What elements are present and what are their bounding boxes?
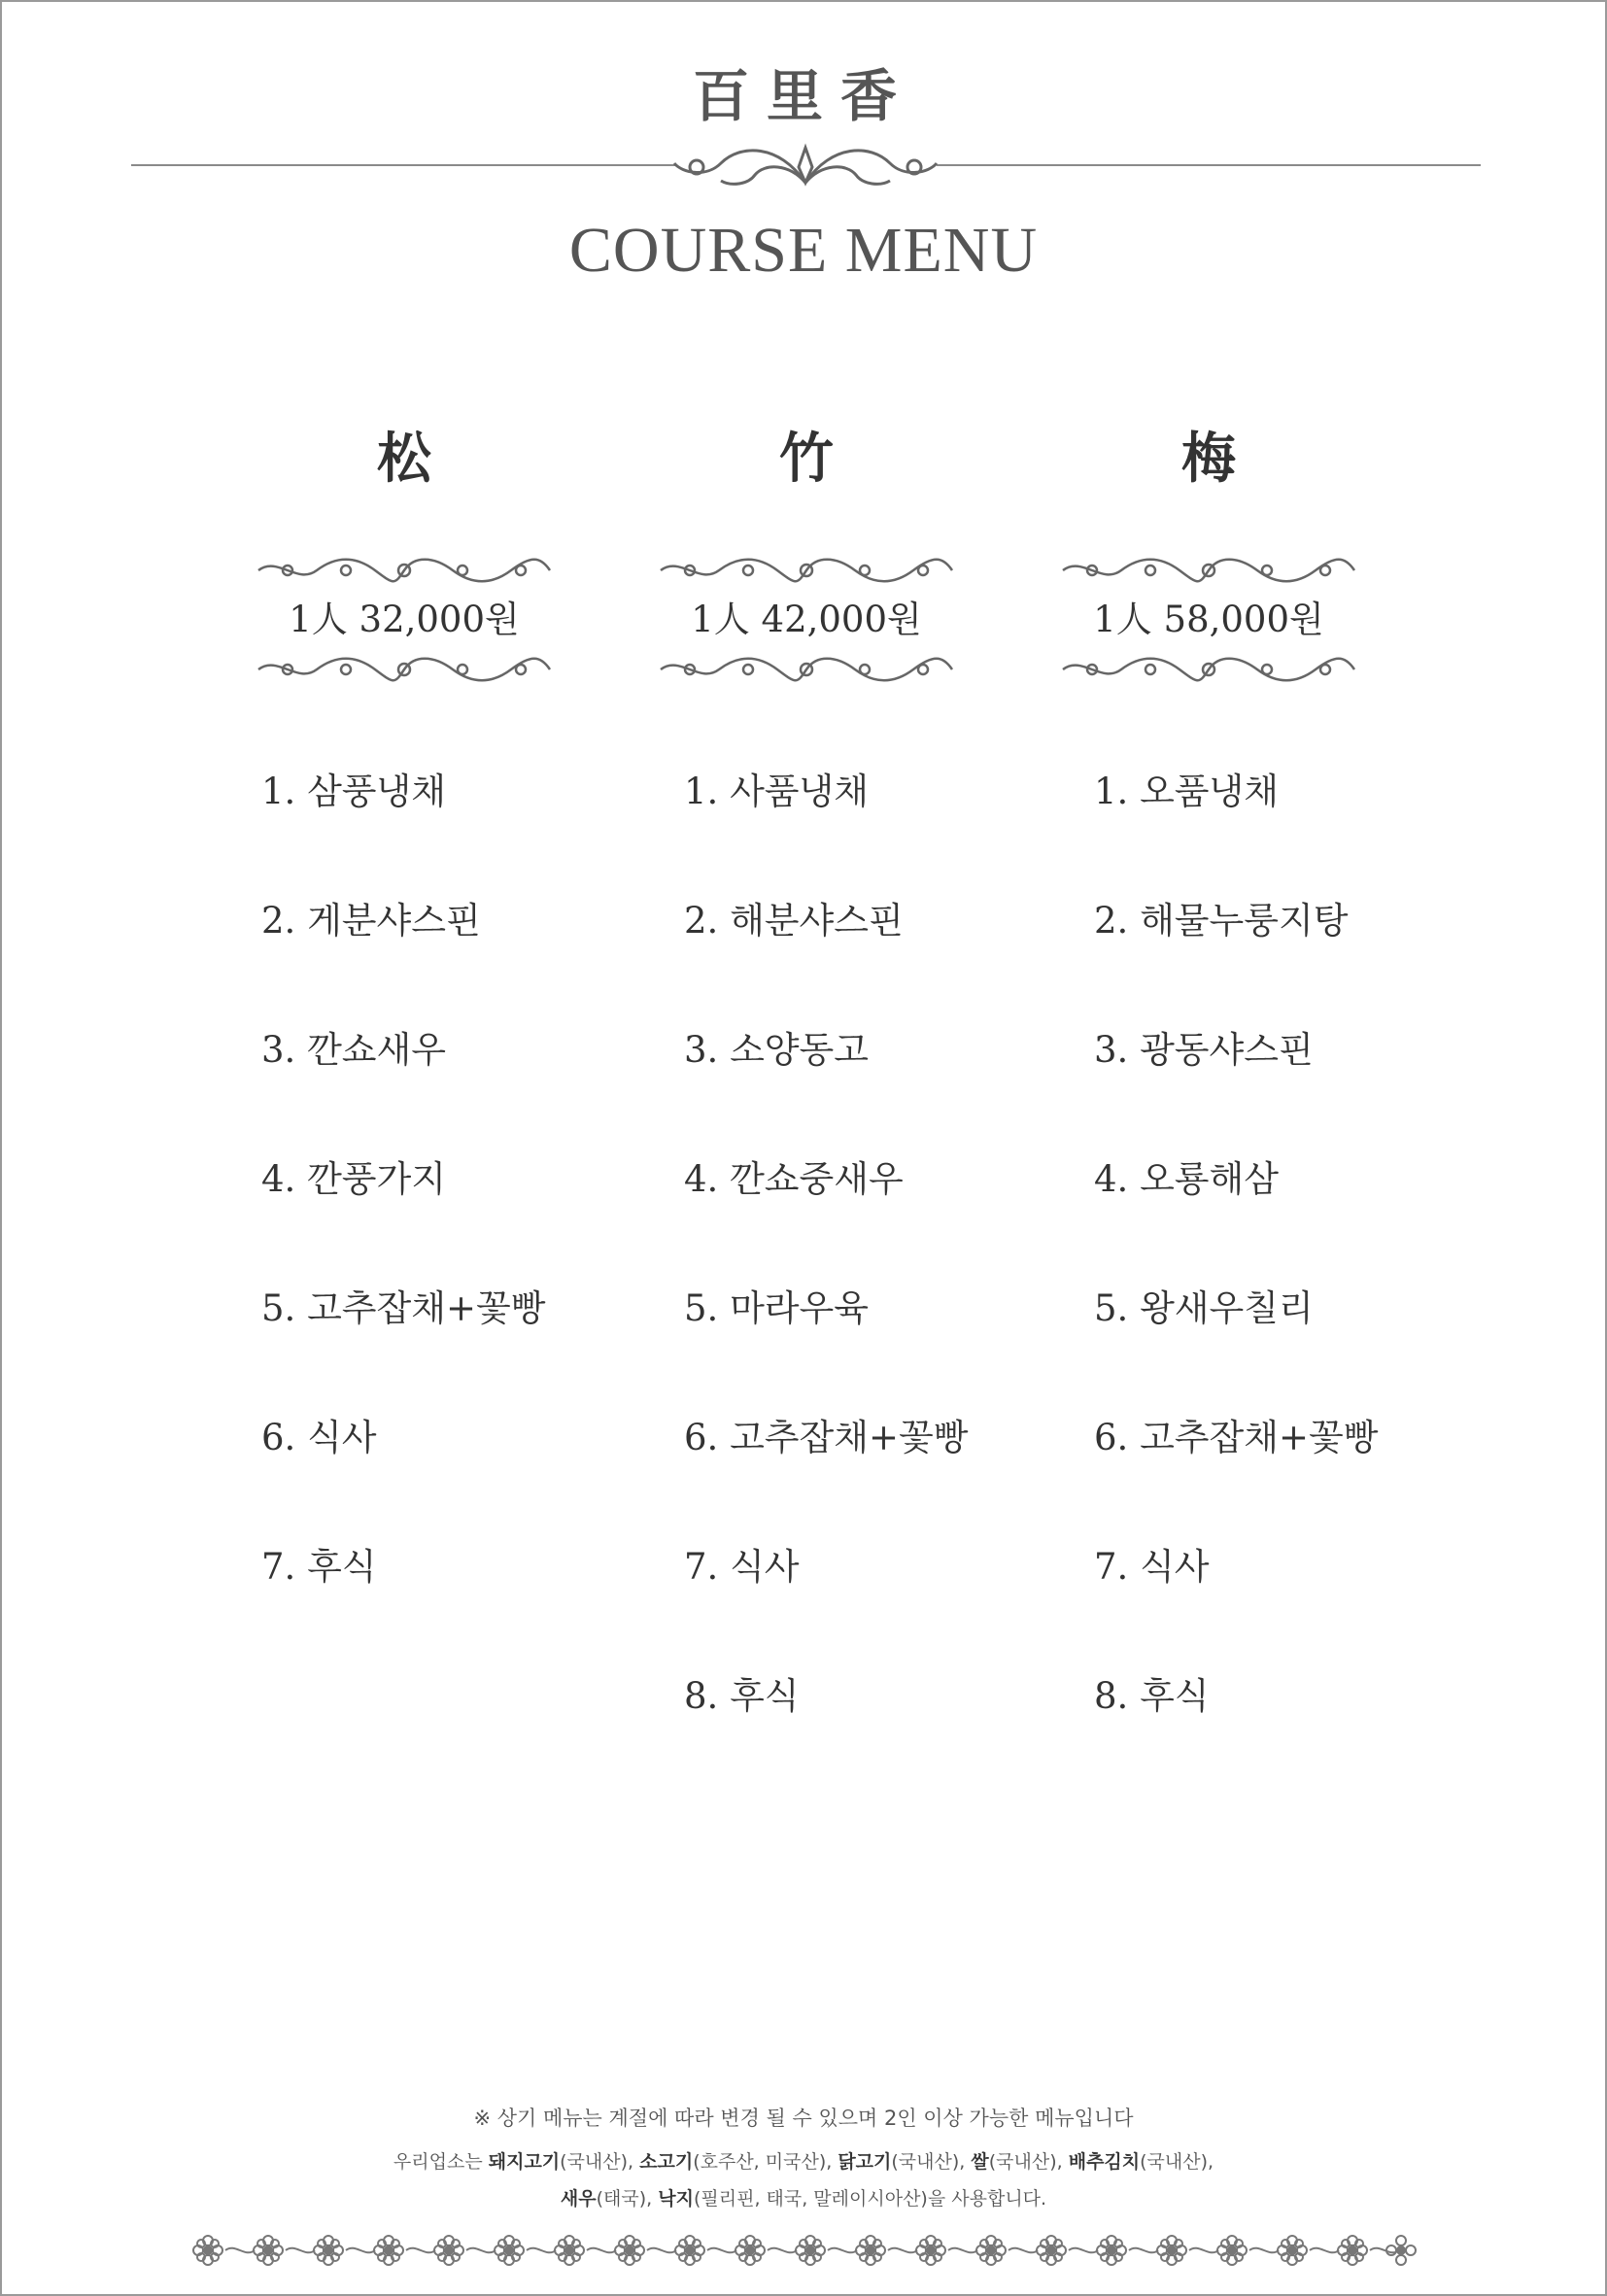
page-title: COURSE MENU — [568, 215, 1039, 286]
list-item: 8. 후식 — [684, 1675, 800, 1717]
scroll-ornament-icon — [1053, 653, 1364, 686]
course-name: 梅 — [1181, 427, 1236, 491]
origin-prefix: 우리업소는 — [393, 2151, 483, 2173]
origin-item: 소고기 — [639, 2151, 694, 2173]
list-item: 2. 게분샤스핀 — [261, 900, 481, 942]
list-item: 3. 소양동고 — [684, 1029, 870, 1071]
list-item: 6. 고추잡채+꽃빵 — [1094, 1417, 1379, 1458]
origin-country: (국내산), — [988, 2151, 1063, 2173]
origin-country: (국내산), — [891, 2151, 966, 2173]
course-price: 1人 42,000원 — [691, 599, 922, 640]
course-bamboo-items — [684, 760, 969, 1794]
scroll-ornament-icon — [651, 653, 962, 686]
course-pine — [229, 420, 579, 686]
list-item: 5. 고추잡채+꽃빵 — [261, 1287, 546, 1329]
origin-item: 낙지 — [658, 2188, 694, 2210]
list-item: 4. 오룡해삼 — [1094, 1158, 1280, 1200]
list-item: 5. 마라우육 — [684, 1287, 870, 1329]
course-plum-items — [1094, 760, 1379, 1794]
origin-country: (국내산), — [1140, 2151, 1214, 2173]
scroll-ornament-icon — [1053, 554, 1364, 587]
origin-item: 쌀 — [971, 2151, 989, 2173]
course-pine-items — [261, 760, 546, 1664]
list-item: 1. 사품냉채 — [684, 771, 870, 812]
origin-line-2 — [2, 2184, 1605, 2210]
course-name: 竹 — [779, 427, 834, 491]
scroll-ornament-icon — [249, 653, 560, 686]
list-item: 3. 깐쇼새우 — [261, 1029, 447, 1071]
list-item: 3. 광동샤스핀 — [1094, 1029, 1314, 1071]
course-bamboo — [632, 420, 981, 686]
list-item: 7. 식사 — [684, 1546, 800, 1588]
header-divider-left — [131, 164, 675, 166]
list-item: 6. 고추잡채+꽃빵 — [684, 1417, 969, 1458]
seasonal-note: ※ 상기 메뉴는 계절에 따라 변경 될 수 있으며 2인 이상 가능한 메뉴입니다 — [473, 2107, 1134, 2130]
list-item: 1. 삼풍냉채 — [261, 771, 447, 812]
course-plum — [1034, 420, 1384, 686]
origin-country: (필리핀, 태국, 말레이시아산) — [693, 2188, 928, 2210]
origin-item: 돼지고기 — [488, 2151, 561, 2173]
scroll-ornament-icon — [651, 554, 962, 587]
list-item: 4. 깐쇼중새우 — [684, 1158, 904, 1200]
flourish-ornament-icon — [663, 134, 948, 196]
list-item: 7. 식사 — [1094, 1546, 1210, 1588]
flower-border-icon — [187, 2234, 1424, 2267]
origin-item: 새우 — [560, 2188, 597, 2210]
list-item: 2. 해물누룽지탕 — [1094, 900, 1349, 942]
origin-item: 닭고기 — [838, 2151, 892, 2173]
list-item: 8. 후식 — [1094, 1675, 1210, 1717]
list-item: 4. 깐풍가지 — [261, 1158, 447, 1200]
list-item: 7. 후식 — [261, 1546, 377, 1588]
list-item: 5. 왕새우칠리 — [1094, 1287, 1314, 1329]
course-price: 1人 58,000원 — [1093, 599, 1324, 640]
origin-country: (국내산), — [560, 2151, 634, 2173]
scroll-ornament-icon — [249, 554, 560, 587]
origin-line-1 — [2, 2147, 1605, 2174]
header-divider-right — [937, 164, 1481, 166]
course-name: 松 — [377, 427, 431, 491]
list-item: 6. 식사 — [261, 1417, 377, 1458]
origin-item: 배추김치 — [1068, 2151, 1141, 2173]
origin-country: (호주산, 미국산), — [693, 2151, 833, 2173]
origin-suffix: 을 사용합니다. — [927, 2188, 1047, 2210]
course-price: 1人 32,000원 — [289, 599, 520, 640]
list-item: 2. 해분샤스핀 — [684, 900, 904, 942]
origin-country: (태국), — [596, 2188, 653, 2210]
brand-name: 百里香 — [692, 63, 914, 129]
list-item: 1. 오품냉채 — [1094, 771, 1280, 812]
